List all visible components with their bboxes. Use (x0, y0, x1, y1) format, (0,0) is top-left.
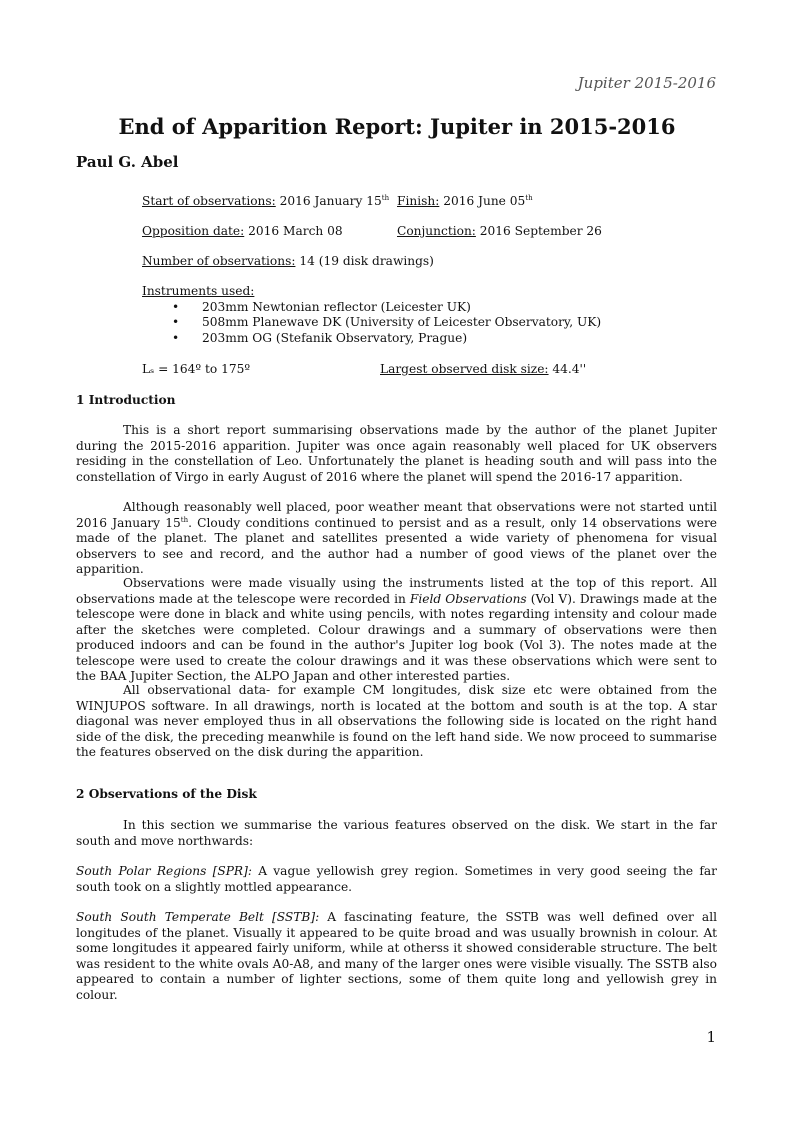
instruments-list (142, 300, 722, 347)
spr-paragraph: South Polar Regions [SPR]: A vague yellowish grey region. Sometimes in very good seeing the far south took on a slightly mottled appearance. (76, 864, 717, 894)
disk-size-group (380, 362, 586, 378)
instrument-item: • 203mm Newtonian reflector (Leicester UK) (142, 300, 722, 316)
opposition-label: Opposition date: (142, 224, 245, 238)
disk-paragraph-1: In this section we summarise the various features observed on the disk. We start in the far south and move northwards: (76, 818, 717, 848)
conjunction-group (397, 224, 602, 240)
disk-size-value: 44.4'' (552, 362, 587, 376)
instruments-block (142, 284, 722, 346)
conjunction-value: 2016 September 26 (479, 224, 602, 238)
instrument-item: • 508mm Planewave DK (University of Leicester Observatory, UK) (142, 315, 722, 331)
conjunction-label: Conjunction: (397, 224, 476, 238)
number-of-observations-row (142, 254, 722, 270)
author-name: Paul G. Abel (76, 153, 179, 171)
page-number: 1 (706, 1028, 716, 1046)
running-header: Jupiter 2015-2016 (577, 74, 716, 92)
opposition-conjunction-row (142, 224, 722, 240)
finish-value: 2016 June 05th (443, 193, 533, 208)
start-label: Start of observations: (142, 194, 276, 208)
section-heading-introduction: 1 Introduction (76, 393, 176, 407)
numobs-label: Number of observations: (142, 254, 296, 268)
finish-group (397, 194, 533, 210)
intro-paragraph-2: Although reasonably well placed, poor weather meant that observations were not started until 2016 January 15th. Cloudy conditions continued to persist and as a result, only 14 observations were made of the planet. The planet and satellites presented a wide variety of phenomena for visual observers to see and record, and the author had a number of good views of the planet over the apparition. (76, 500, 717, 576)
intro-paragraph-4: All observational data- for example CM longitudes, disk size etc were obtained from the WINJUPOS software. In all drawings, north is located at the bottom and south is at the top. A star diagonal was never employed thus in all observations the following side is located on the right hand side of the disk, the preceding meanwhile is found on the left hand side. We now proceed to summarise the features observed on the disk during the apparition. (76, 683, 717, 759)
disk-size-label: Largest observed disk size: (380, 362, 549, 376)
opposition-value: 2016 March 08 (248, 224, 343, 238)
document-title: End of Apparition Report: Jupiter in 2015-2016 (118, 114, 676, 139)
start-value: 2016 January 15th (279, 193, 390, 208)
instrument-item: • 203mm OG (Stefanik Observatory, Prague) (142, 331, 722, 347)
sstb-paragraph: South South Temperate Belt [SSTB]: A fascinating feature, the SSTB was well defined over all longitudes of the planet. Visually it appeared to be quite broad and was usually brownish in colour. At some longitudes it appeared fairly uniform, while at otherss it showed considerable structure. The belt was resident to the white ovals A0-A8, and many of the larger ones were visible visually. The SSTB also appeared to contain a number of lighter sections, some of them quite long and yellowish grey in colour. (76, 910, 717, 1002)
numobs-value: 14 (19 disk drawings) (299, 254, 434, 268)
ls-disk-row (142, 362, 722, 378)
instruments-label: Instruments used: (142, 284, 255, 298)
ls-range: Lₛ = 164º to 175º (142, 362, 251, 376)
intro-paragraph-3: Observations were made visually using the instruments listed at the top of this report. All observations made at the telescope were recorded in Field Observations (Vol V). Drawings made at the telescope were done in black and white using pencils, with notes regarding intensity and colour made after the sketches were completed. Colour drawings and a summary of observations were then produced indoors and can be found in the author's Jupiter log book (Vol 3). The notes made at the telescope were used to create the colour drawings and it was these observations which were sent to the BAA Jupiter Section, the ALPO Japan and other interested parties. (76, 576, 717, 683)
intro-paragraph-1: This is a short report summarising observations made by the author of the planet Jupiter during the 2015-2016 apparition. Jupiter was once again reasonably well placed for UK observers residing in the constellation of Leo. Unfortunately the planet is heading south and will pass into the constellation of Virgo in early August of 2016 where the planet will spend the 2016-17 apparition. (76, 423, 717, 484)
finish-label: Finish: (397, 194, 440, 208)
section-heading-disk: 2 Observations of the Disk (76, 787, 257, 801)
start-finish-row (142, 194, 722, 210)
